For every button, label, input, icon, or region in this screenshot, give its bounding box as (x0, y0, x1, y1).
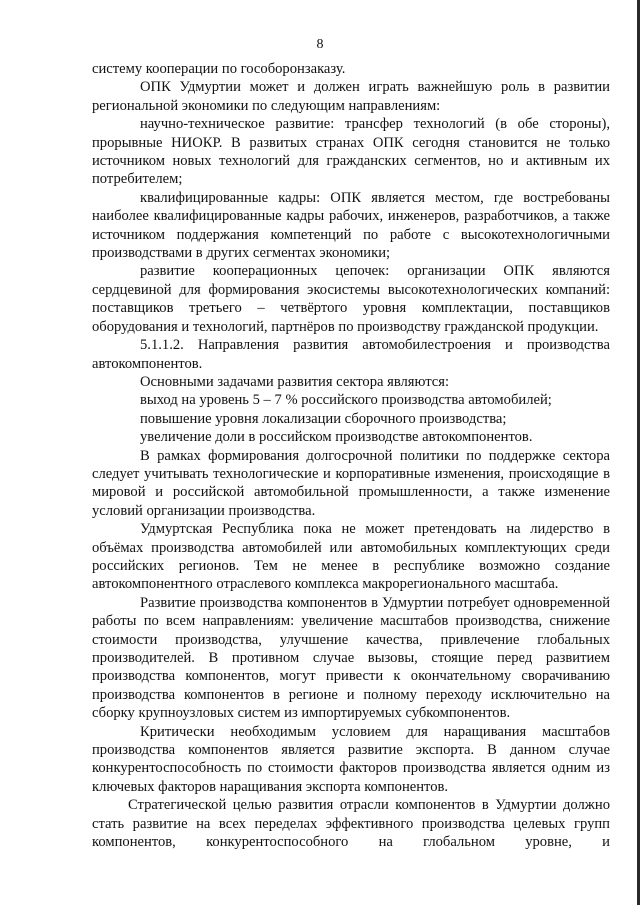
list-item: развитие кооперационных цепочек: организации ОПК являются сердцевиной для формирования экосистемы высокотехнологических компаний: поставщиков третьего – четвёртого уровня комплектации, поставщиков оборудования и технологий, партнёров по производству гражданской продукции. (92, 263, 610, 335)
paragraph: Основными задачами развития сектора являются: (140, 373, 450, 390)
list-item: увеличение доли в российском производстве автокомпонентов. (140, 429, 533, 446)
paragraph: Удмуртская Республика пока не может претендовать на лидерство в объёмах производства автомобилей или автомобильных комплектующих среди российских регионов. Тем не менее в республике возможно создание автокомпонентного отраслевого комплекса макрорегионального масштаба. (92, 521, 610, 593)
list-item: научно-техническое развитие: трансфер технологий (в обе стороны), прорывные НИОКР. В развитых странах ОПК сегодня становится не только источником новых технологий для гражданских сегментов, но и активным их потребителем; (92, 116, 610, 188)
body-text (92, 60, 610, 851)
paragraph: В рамках формирования долгосрочной политики по поддержке сектора следует учитывать технологические и корпоративные изменения, происходящие в мировой и российской автомобильной промышленности, а также изменение условий организации производства. (92, 447, 610, 519)
paragraph: Критически необходимым условием для наращивания масштабов производства компонентов является развитие экспорта. В данном случае конкурентоспособность по стоимости факторов производства является одним из ключевых факторов наращивания экспорта компонентов. (92, 723, 610, 795)
list-item: повышение уровня локализации сборочного производства; (140, 410, 507, 427)
paragraph: ОПК Удмуртии может и должен играть важнейшую роль в развитии региональной экономики по следующим направлениям: (92, 79, 610, 114)
paragraph: систему кооперации по гособоронзаказу. (92, 61, 346, 77)
page-number: 8 (316, 37, 324, 52)
list-item: квалифицированные кадры: ОПК является местом, где востребованы наиболее квалифицированные кадры рабочих, инженеров, разработчиков, а также источником поддержания компетенций по работе с высокотехнологичными производствами в других сегментах экономики; (92, 189, 610, 262)
list-item: выход на уровень 5 – 7 % российского производства автомобилей; (140, 392, 552, 409)
section-heading: 5.1.1.2. Направления развития автомобилестроения и производства автокомпонентов. (92, 337, 610, 372)
paragraph: Стратегической целью развития отрасли компонентов в Удмуртии должно стать развитие на всех переделах эффективного производства целевых групп компонентов, конкурентоспособного на глобальном уровне, и (92, 797, 610, 851)
paragraph: Развитие производства компонентов в Удмуртии потребует одновременной работы по всем направлениям: увеличение масштабов производства, снижение стоимости производства, улучшение качества, привлечение глобальных производителей. В противном случае вызовы, стоящие перед развитием производства компонентов, могут привести к окончательному сворачиванию производства компонентов в регионе и полному переходу исключительно на сборку крупноузловых систем из импортируемых субкомпонентов. (92, 594, 610, 722)
